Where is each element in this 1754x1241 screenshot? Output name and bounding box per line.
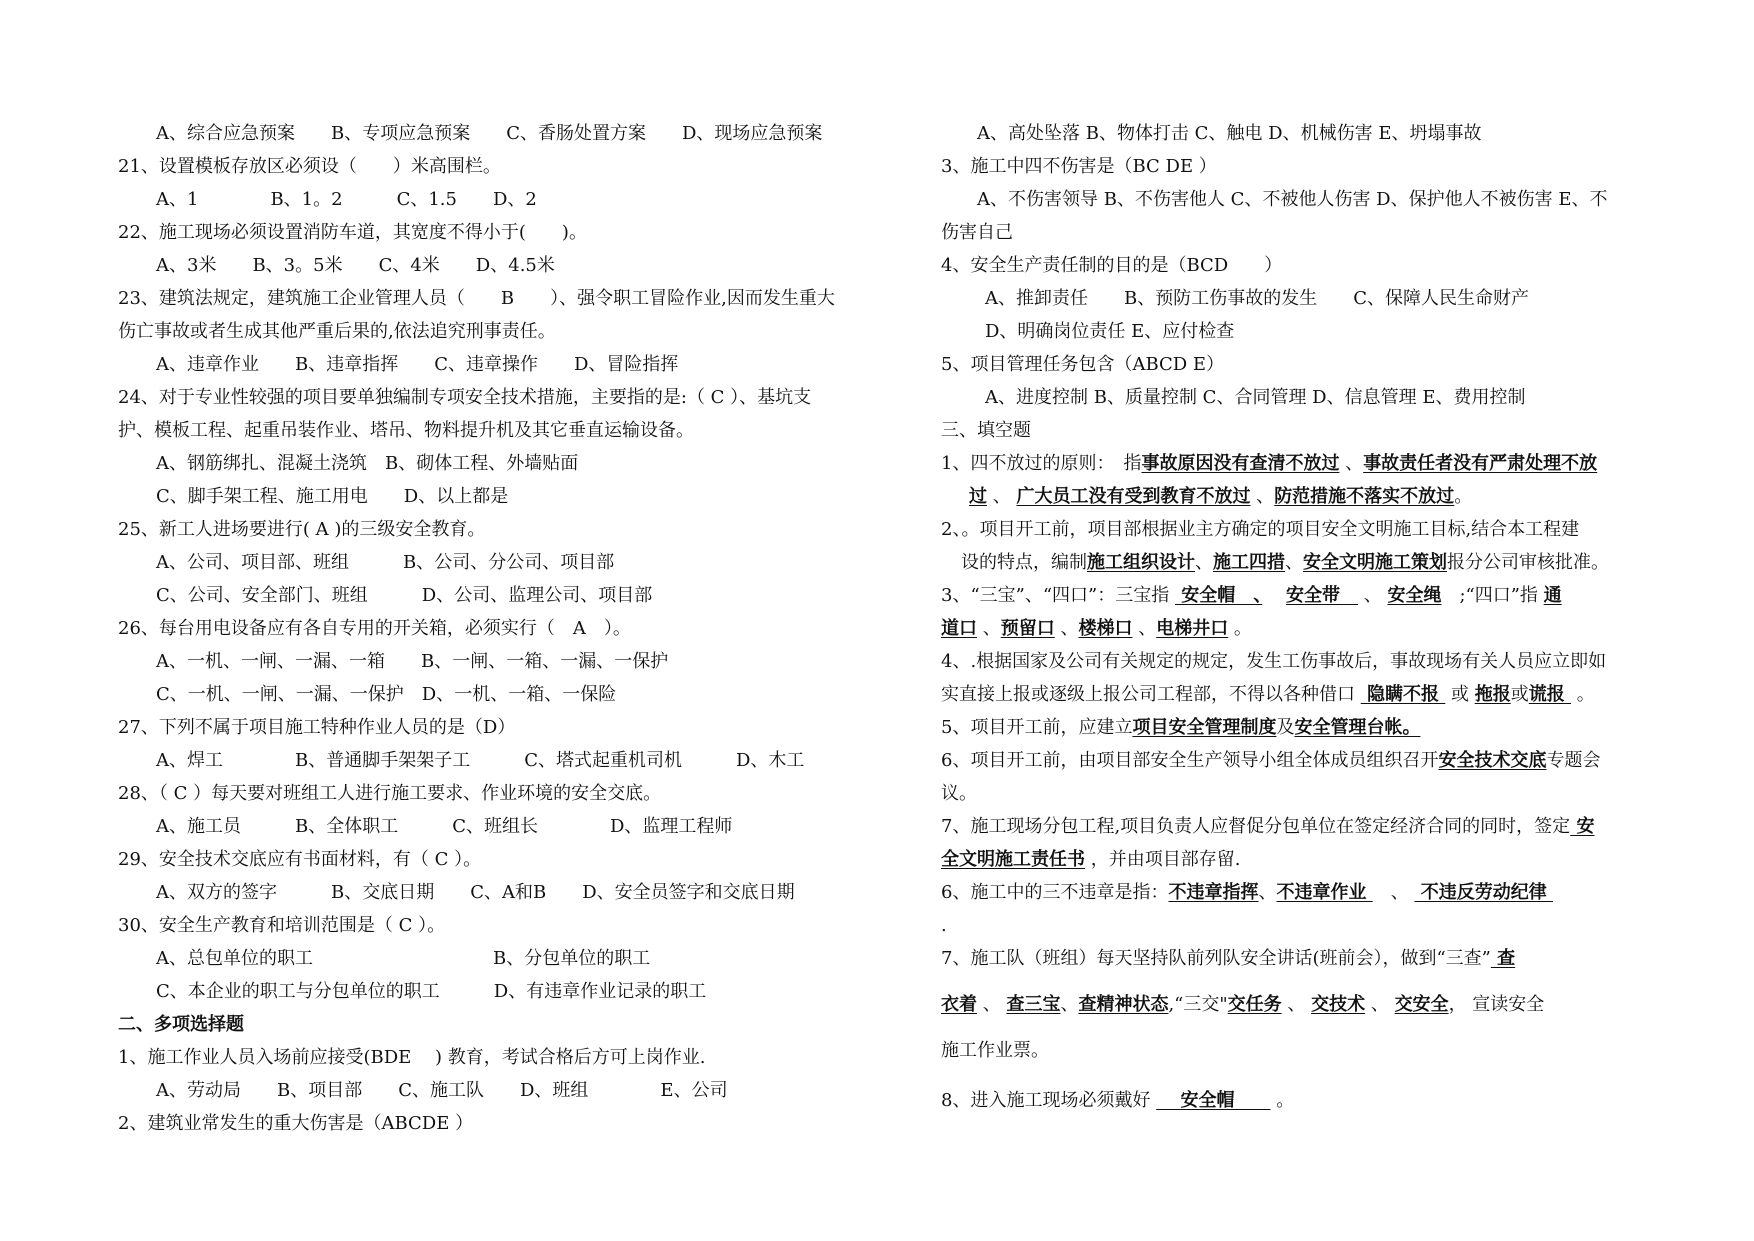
- line-text: 8、进入施工现场必须戴好: [941, 1090, 1157, 1111]
- fill-question-line: [941, 617, 1252, 641]
- line-text: 、: [1365, 994, 1395, 1015]
- fill-question-line: [941, 848, 1240, 872]
- option-line: [156, 947, 650, 971]
- option-line: [985, 386, 1525, 410]
- line-text: 施工作业票。: [941, 1040, 1049, 1061]
- question-line: [118, 716, 515, 740]
- line-text: 、: [1195, 552, 1213, 573]
- fill-question-line: [941, 1039, 1049, 1063]
- fill-question-line: [941, 518, 1579, 542]
- answer-blank: 防范措施不落实不放过: [1274, 486, 1455, 507]
- line-text: 、: [987, 486, 1017, 507]
- answer-blank: 隐瞒不报: [1360, 684, 1446, 705]
- line-text: ，并由项目部存留.: [1085, 849, 1241, 870]
- question-line: [118, 419, 694, 443]
- option-line: [156, 980, 706, 1004]
- line-text: 1、四不放过的原则： 指: [941, 453, 1142, 474]
- line-text: A、施工员 B、全体职工 C、班组长 D、监理工程师: [156, 816, 733, 837]
- fill-question-line: [941, 1089, 1294, 1113]
- option-line: [156, 485, 508, 509]
- line-text: A、推卸责任 B、预防工伤事故的发生 C、保障人民生命财产: [985, 288, 1529, 309]
- fill-question-line: [941, 584, 1562, 608]
- answer-blank: 施工四措: [1213, 552, 1285, 573]
- line-text: 专题会: [1546, 750, 1601, 771]
- line-text: 23、建筑法规定，建筑施工企业管理人员（ B ）、强令职工冒险作业,因而发生重大: [118, 288, 835, 309]
- line-text: 、: [977, 994, 1007, 1015]
- line-text: 、: [1339, 453, 1364, 474]
- option-line: [156, 353, 678, 377]
- answer-blank: 安全绳: [1387, 585, 1442, 606]
- question-line: [118, 1112, 473, 1136]
- line-text: 24、对于专业性较强的项目要单独编制专项安全技术措施，主要指的是:（ C ）、基坑支: [118, 387, 812, 408]
- answer-blank: 交任务: [1227, 994, 1282, 1015]
- line-text: 21、设置模板存放区必须设（ ）米高围栏。: [118, 156, 501, 177]
- option-line: [156, 1079, 728, 1103]
- answer-blank: 项目安全管理制度: [1132, 717, 1277, 738]
- line-text: 1、施工作业人员入场前应接受(BDE ) 教育，考试合格后方可上岗作业.: [118, 1047, 706, 1068]
- line-text: C、本企业的职工与分包单位的职工 D、有违章作业记录的职工: [156, 981, 707, 1002]
- question-line: [118, 221, 587, 245]
- line-text: 27、下列不属于项目施工特种作业人员的是（D）: [118, 717, 516, 738]
- line-text: A、公司、项目部、班组 B、公司、分公司、项目部: [156, 552, 615, 573]
- line-text: 、: [1132, 618, 1157, 639]
- answer-blank: 安全带: [1286, 585, 1358, 606]
- option-line: [985, 287, 1529, 311]
- line-text: 26、每台用电设备应有各自专用的开关箱，必须实行（ A ）。: [118, 618, 631, 639]
- line-text: A、一机、一闸、一漏、一箱 B、一闸、一箱、一漏、一保护: [156, 651, 669, 672]
- fill-question-line: [941, 650, 1606, 674]
- line-text: 2、建筑业常发生的重大伤害是（ABCDE ）: [118, 1113, 474, 1134]
- fill-question-line: [941, 749, 1600, 773]
- fill-question-line: [961, 551, 1609, 575]
- line-text: 、: [1250, 486, 1275, 507]
- option-line: [156, 188, 537, 212]
- line-text: 30、安全生产教育和培训范围是（ C ）。: [118, 915, 446, 936]
- line-text: A、劳动局 B、项目部 C、施工队 D、班组 E、公司: [156, 1080, 728, 1101]
- line-text: 、: [1054, 618, 1079, 639]
- answer-blank: 安全管理台帐。: [1294, 717, 1421, 738]
- line-text: 报分公司审核批准。: [1447, 552, 1609, 573]
- answer-blank: 预留口: [1000, 618, 1055, 639]
- line-text: C、脚手架工程、施工用电 D、以上都是: [156, 486, 509, 507]
- question-line: [118, 287, 835, 311]
- answer-blank: 安全帽: [1156, 1090, 1271, 1111]
- line-text: 、: [1060, 994, 1079, 1015]
- line-text: 6、施工中的三不违章是指：: [941, 882, 1169, 903]
- line-text: A、钢筋绑扎、混凝土浇筑 B、砌体工程、外墙贴面: [156, 453, 579, 474]
- question-line: [941, 221, 1013, 245]
- line-text: 、: [1285, 552, 1303, 573]
- line-text: 及: [1276, 717, 1295, 738]
- line-text: 议。: [941, 783, 977, 804]
- line-text: A、1 B、1。2 C、1.5 D、2: [156, 189, 537, 210]
- option-line: [156, 122, 822, 146]
- line-text: 3、施工中四不伤害是（BC DE ）: [941, 156, 1217, 177]
- option-line: [156, 584, 652, 608]
- fill-question-line: [969, 485, 1472, 509]
- answer-blank: 道口: [941, 618, 977, 639]
- option-line: [156, 452, 578, 476]
- line-text: A、违章作业 B、违章指挥 C、违章操作 D、冒险指挥: [156, 354, 679, 375]
- answer-blank: 事故原因没有查清不放过: [1141, 453, 1340, 474]
- line-text: ， 宣读安全: [1448, 994, 1545, 1015]
- line-text: 7、施工队（班组）每天坚持队前列队安全讲话(班前会），做到“三查”: [941, 948, 1491, 969]
- fill-question-line: [941, 947, 1515, 971]
- line-text: A、高处坠落 B、物体打击 C、触电 D、机械伤害 E、坍塌事故: [977, 123, 1482, 144]
- line-text: A、综合应急预案 B、专项应急预案 C、香肠处置方案 D、现场应急预案: [156, 123, 823, 144]
- line-text: 4、.根据国家及公司有关规定的规定，发生工伤事故后，事故现场有关人员应立即如: [941, 651, 1607, 672]
- heading-text: 二、多项选择题: [118, 1014, 244, 1035]
- fill-question-line: [941, 452, 1597, 476]
- line-text: 6、项目开工前，由项目部安全生产领导小组全体成员组织召开: [941, 750, 1439, 771]
- answer-blank: 事故责任者没有严肃处理不放: [1363, 453, 1598, 474]
- section-heading: [118, 1013, 244, 1037]
- option-line: [985, 320, 1234, 344]
- line-text: 5、项目开工前，应建立: [941, 717, 1133, 738]
- line-text: 。: [1571, 684, 1595, 705]
- question-line: [118, 320, 556, 344]
- line-text: 22、施工现场必须设置消防车道，其宽度不得小于( )。: [118, 222, 587, 243]
- line-text: 25、新工人进场要进行( A )的三级安全教育。: [118, 519, 486, 540]
- question-line: [118, 386, 811, 410]
- answer-blank: 安: [1570, 816, 1595, 837]
- answer-blank: 安全帽 、: [1174, 585, 1263, 606]
- answer-blank: 电梯井口: [1156, 618, 1229, 639]
- answer-blank: 过: [969, 486, 987, 507]
- option-line: [156, 650, 668, 674]
- answer-blank: 安全文明施工策划: [1303, 552, 1447, 573]
- answer-blank: 全文明施工责任书: [941, 849, 1085, 870]
- answer-blank: 衣着: [941, 994, 977, 1015]
- line-text: 2、。项目开工前，项目部根据业主方确定的项目安全文明施工目标,结合本工程建: [941, 519, 1580, 540]
- option-line: [156, 254, 555, 278]
- line-text: 护、模板工程、起重吊装作业、塔吊、物料提升机及其它垂直运输设备。: [118, 420, 694, 441]
- option-line: [156, 683, 616, 707]
- answer-blank: 不违章指挥: [1168, 882, 1259, 903]
- answer-blank: 交安全: [1394, 994, 1449, 1015]
- fill-question-line: [941, 815, 1594, 839]
- question-line: [941, 353, 1224, 377]
- line-text: ,“三交": [1168, 994, 1228, 1015]
- question-line: [118, 914, 445, 938]
- answer-blank: 楼梯口: [1078, 618, 1133, 639]
- section-heading: [941, 419, 1031, 443]
- answer-blank: 安全技术交底: [1438, 750, 1547, 771]
- line-text: C、公司、安全部门、班组 D、公司、监理公司、项目部: [156, 585, 653, 606]
- fill-question-line: [941, 881, 1553, 905]
- answer-blank: 查三宝: [1006, 994, 1061, 1015]
- line-text: 4、安全生产责任制的目的是（BCD ）: [941, 255, 1283, 276]
- question-line: [941, 254, 1282, 278]
- line-text: 或: [1510, 684, 1529, 705]
- line-text: A、双方的签字 B、交底日期 C、A和B D、安全员签字和交底日期: [156, 882, 795, 903]
- question-line: [118, 1046, 705, 1070]
- option-line: [977, 188, 1607, 212]
- line-text: 或: [1445, 684, 1475, 705]
- answer-blank: 拖报: [1474, 684, 1511, 705]
- line-text: 实直接上报或逐级上报公司工程部，不得以各种借口: [941, 684, 1361, 705]
- line-text: ;“四口”指: [1441, 585, 1544, 606]
- line-text: 伤亡事故或者生成其他严重后果的,依法追究刑事责任。: [118, 321, 556, 342]
- question-line: [118, 155, 501, 179]
- line-text: 伤害自己: [941, 222, 1013, 243]
- answer-blank: 广大员工没有受到教育不放过: [1016, 486, 1251, 507]
- answer-blank: 查精神状态: [1078, 994, 1169, 1015]
- line-text: A、总包单位的职工 B、分包单位的职工: [156, 948, 651, 969]
- option-line: [156, 881, 795, 905]
- answer-blank: 不违反劳动纪律: [1414, 882, 1554, 903]
- fill-question-line: [941, 683, 1595, 707]
- option-line: [977, 122, 1481, 146]
- line-text: 。: [1228, 618, 1252, 639]
- answer-blank: 通: [1543, 585, 1562, 606]
- line-text: 29、安全技术交底应有书面材料，有（ C ）。: [118, 849, 482, 870]
- line-text: 3、“三宝”、“四口”：三宝指: [941, 585, 1175, 606]
- answer-blank: 查: [1490, 948, 1516, 969]
- question-line: [118, 782, 661, 806]
- option-line: [156, 551, 614, 575]
- line-text: 、: [1372, 882, 1415, 903]
- line-text: A、不伤害领导 B、不伤害他人 C、不被他人伤害 D、保护他人不被伤害 E、不: [977, 189, 1608, 210]
- line-text: 、: [1358, 585, 1388, 606]
- line-text: A、3米 B、3。5米 C、4米 D、4.5米: [156, 255, 555, 276]
- fill-question-line: [941, 782, 977, 806]
- line-text: 。: [1454, 486, 1473, 507]
- line-text: 、: [1281, 994, 1312, 1015]
- line-text: C、一机、一闸、一漏、一保护 D、一机、一箱、一保险: [156, 684, 617, 705]
- answer-blank: 交技术: [1311, 994, 1366, 1015]
- line-text: 5、项目管理任务包含（ABCD E）: [941, 354, 1225, 375]
- line-text: 、: [1258, 882, 1277, 903]
- line-text: 7、施工现场分包工程,项目负责人应督促分包单位在签定经济合同的同时，签定: [941, 816, 1571, 837]
- line-text: 28、（ C ）每天要对班组工人进行施工要求、作业环境的安全交底。: [118, 783, 662, 804]
- answer-blank: 施工组织设计: [1087, 552, 1195, 573]
- question-line: [118, 518, 485, 542]
- line-text: [1262, 585, 1286, 606]
- line-text: .: [941, 915, 947, 936]
- line-text: 。: [1270, 1090, 1295, 1111]
- answer-blank: 不违章作业: [1276, 882, 1373, 903]
- line-text: D、明确岗位责任 E、应付检查: [985, 321, 1235, 342]
- question-line: [118, 617, 631, 641]
- line-text: 三、填空题: [941, 420, 1031, 441]
- option-line: [156, 815, 732, 839]
- line-text: A、进度控制 B、质量控制 C、合同管理 D、信息管理 E、费用控制: [985, 387, 1526, 408]
- option-line: [156, 749, 804, 773]
- fill-question-line: [941, 716, 1420, 740]
- answer-blank: 谎报: [1528, 684, 1572, 705]
- line-text: 、: [977, 618, 1001, 639]
- question-line: [118, 848, 481, 872]
- line-text: A、焊工 B、普通脚手架架子工 C、塔式起重机司机 D、木工: [156, 750, 805, 771]
- question-line: [941, 155, 1217, 179]
- fill-question-line: [941, 914, 947, 938]
- fill-question-line: [941, 993, 1544, 1017]
- line-text: 设的特点，编制: [961, 552, 1087, 573]
